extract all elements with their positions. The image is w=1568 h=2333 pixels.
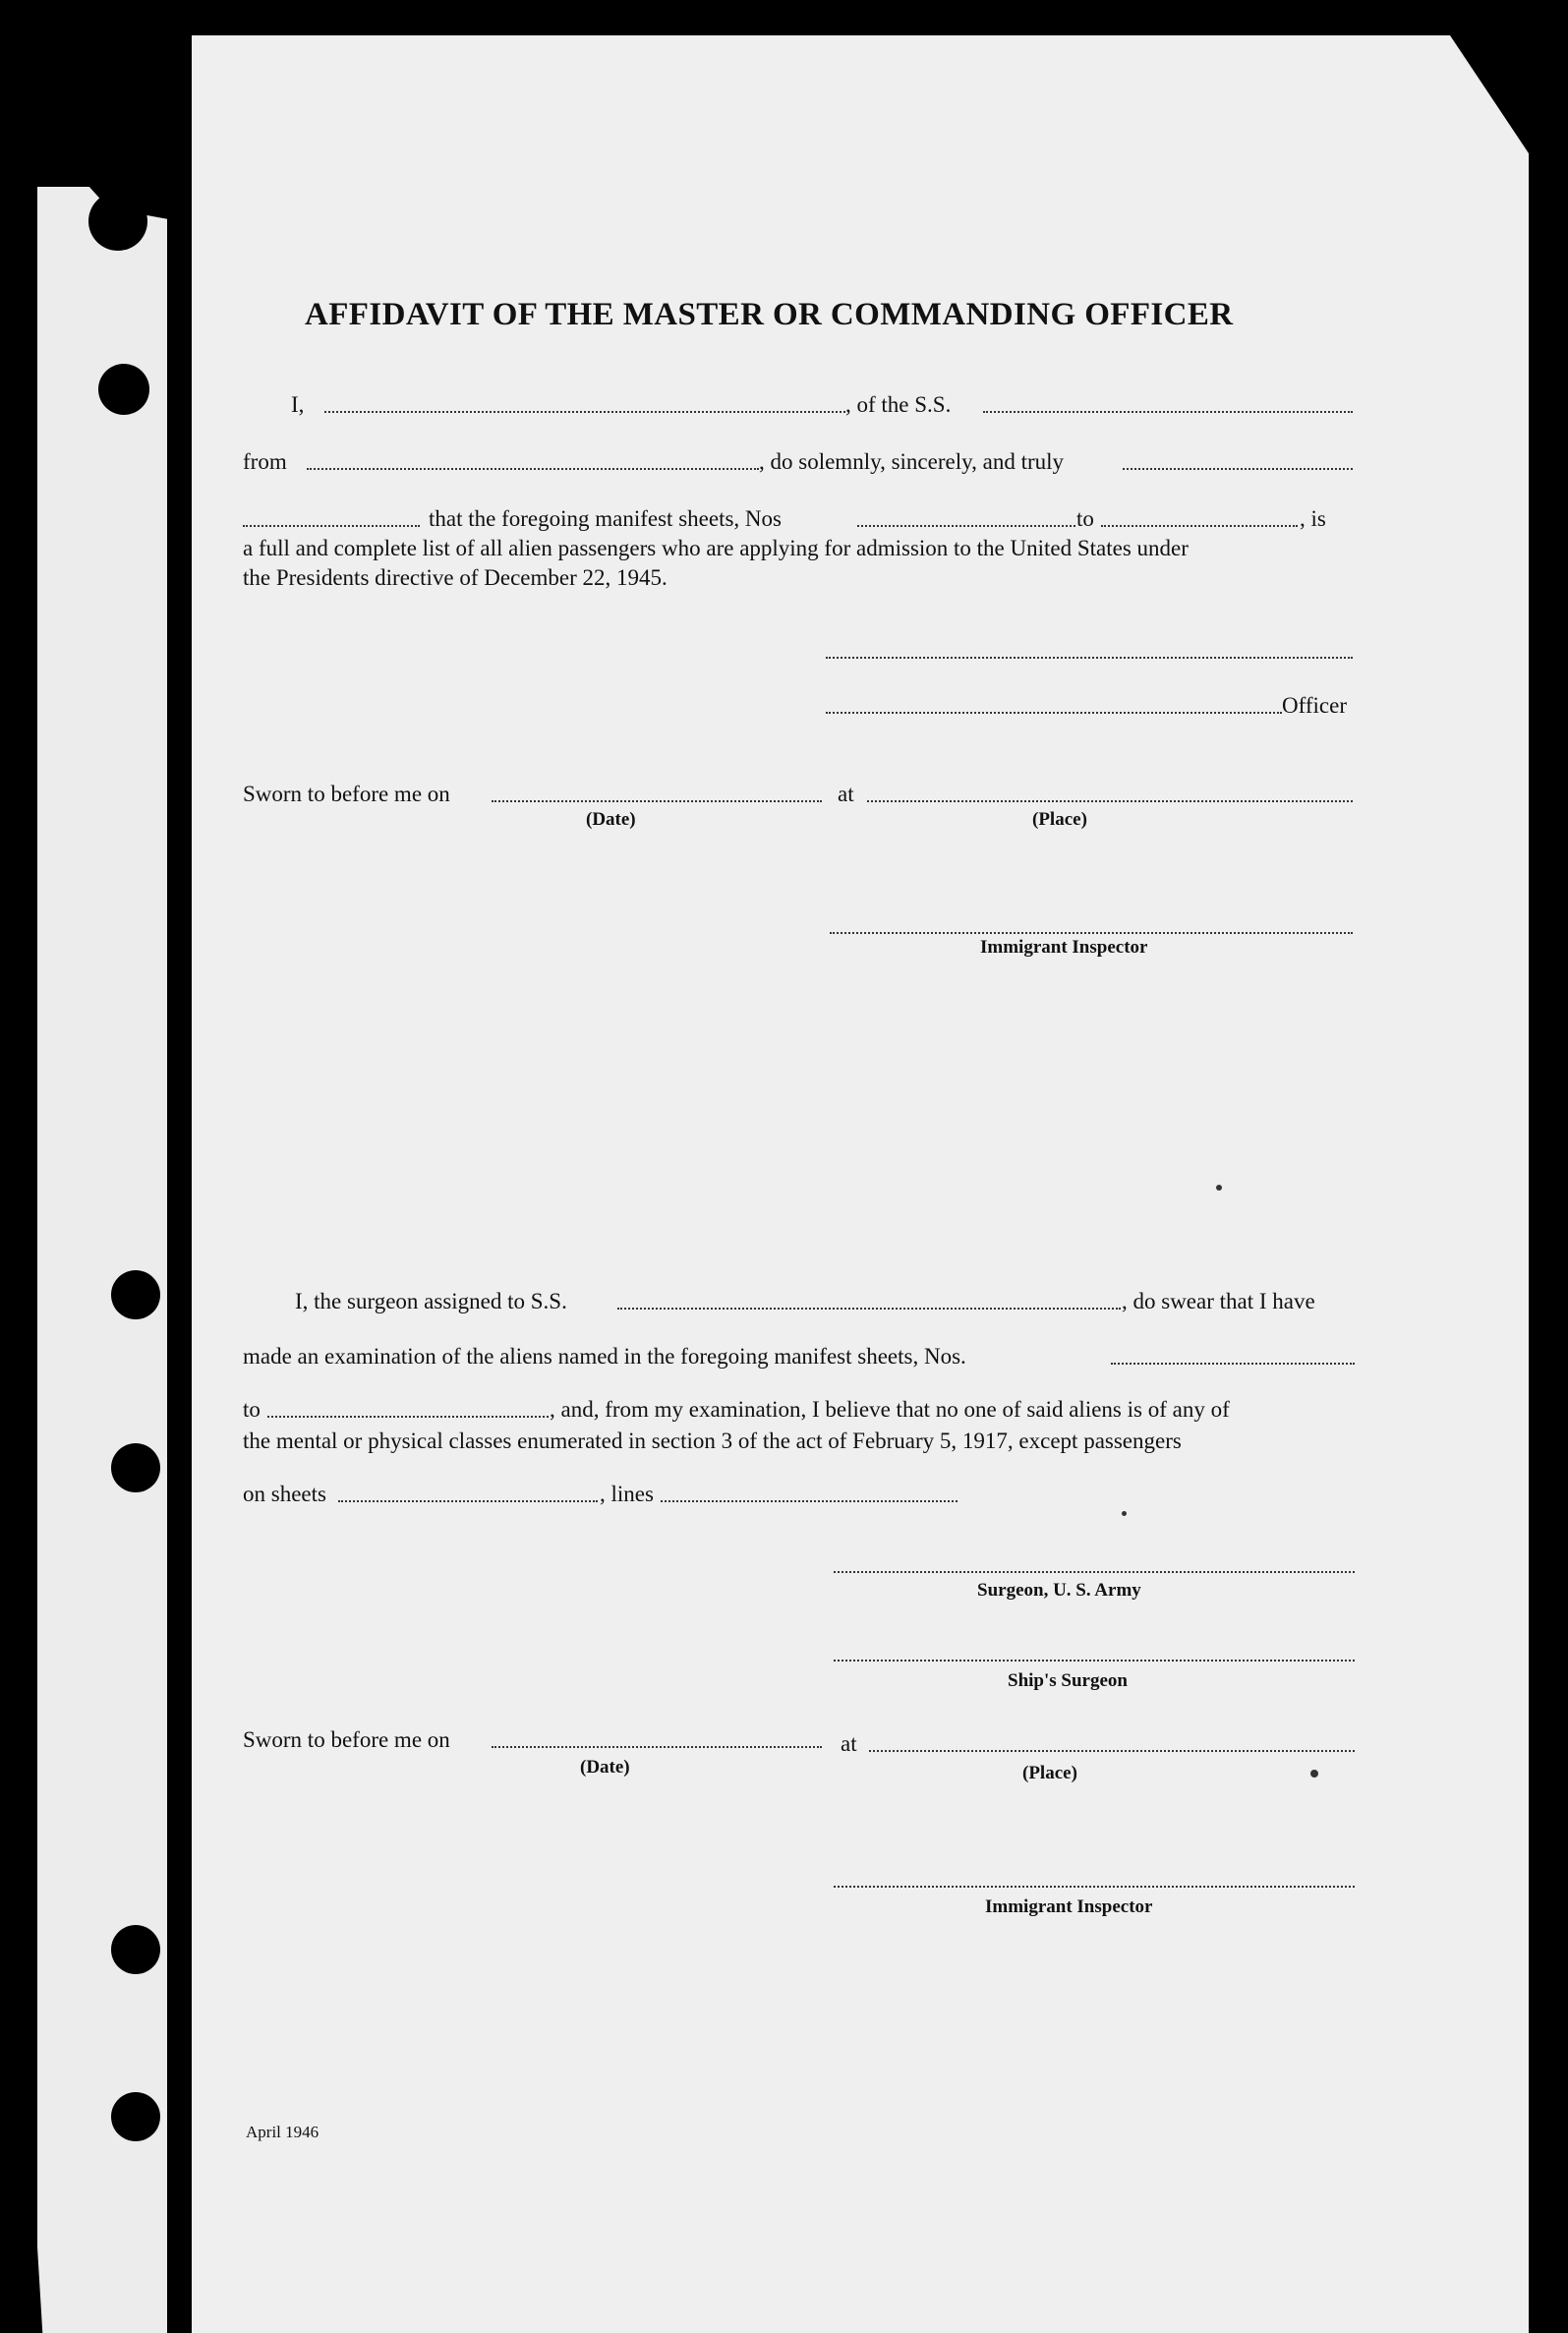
master-inspector-signature-line[interactable] [830,932,1353,934]
surgeon-inspector-signature-line[interactable] [834,1886,1355,1888]
surgeon-sworn-label: Sworn to before me on [243,1727,450,1752]
exception-lines-field[interactable] [661,1500,958,1502]
master-inspector-caption: Immigrant Inspector [980,937,1148,958]
master-place-caption: (Place) [1032,809,1087,830]
sheets-from-field[interactable] [857,525,1075,527]
master-ss-label: , of the S.S. [845,392,952,417]
manifest-sheets-label: that the foregoing manifest sheets, Nos [429,506,782,531]
torn-stub-edge [37,187,167,2333]
directive-statement: the Presidents directive of December 22, 1945. [243,565,668,590]
belief-statement: , and, from my examination, I believe that no one of said aliens is of any of [550,1397,1230,1422]
punch-hole [111,1443,160,1492]
surgeon-swear-label: , do swear that I have [1122,1289,1315,1313]
examination-statement: made an examination of the aliens named in the foregoing manifest sheets, Nos. [243,1344,966,1369]
surgeon-place-caption: (Place) [1022,1763,1077,1783]
exception-sheets-field[interactable] [338,1500,598,1502]
from-port-field[interactable] [307,468,759,470]
punch-hole [111,1270,160,1319]
torn-notch [88,192,147,251]
officer-signature-line[interactable] [826,657,1353,659]
ink-speck [1216,1185,1222,1191]
master-at-label: at [838,782,854,806]
form-revision-date: April 1946 [246,2123,319,2141]
sheets-to-label: to [1076,506,1094,531]
ink-speck [1122,1511,1127,1516]
lines-label: , lines [600,1482,654,1506]
surgeon-sworn-place-field[interactable] [869,1750,1355,1752]
ink-speck [1310,1770,1318,1778]
master-i-label: I, [291,392,305,417]
surgeon-sheets-to-field[interactable] [267,1416,549,1418]
punch-hole [98,364,149,415]
classes-statement: the mental or physical classes enumerated in section 3 of the act of February 5, 1917, except passengers [243,1429,1182,1453]
ship-name-field[interactable] [983,411,1353,413]
surgeon-sworn-date-field[interactable] [492,1746,822,1748]
form-page [192,35,1529,2333]
master-name-field[interactable] [324,411,845,413]
punch-hole [111,1925,160,1974]
on-sheets-label: on sheets [243,1482,326,1506]
list-statement: a full and complete list of all alien passengers who are applying for admission to the United States under [243,536,1189,560]
ship-surgeon-signature-line[interactable] [834,1660,1355,1662]
surgeon-at-label: at [841,1731,857,1756]
form-title: AFFIDAVIT OF THE MASTER OR COMMANDING OFFICER [305,297,1234,332]
army-surgeon-signature-line[interactable] [834,1571,1355,1573]
oath-field[interactable] [1123,468,1353,470]
master-sworn-place-field[interactable] [867,800,1353,802]
master-sworn-label: Sworn to before me on [243,782,450,806]
from-label: from [243,449,287,474]
master-date-caption: (Date) [586,809,636,830]
surgeon-date-caption: (Date) [580,1757,630,1778]
officer-label: Officer [1282,693,1347,718]
army-surgeon-caption: Surgeon, U. S. Army [977,1580,1141,1601]
solemnly-label: , do solemnly, sincerely, and truly [759,449,1065,474]
sheets-to-field[interactable] [1101,525,1298,527]
surgeon-intro: I, the surgeon assigned to S.S. [295,1289,567,1313]
master-sworn-date-field[interactable] [492,800,822,802]
punch-hole [111,2092,160,2141]
surgeon-ship-field[interactable] [617,1308,1121,1310]
officer-title-line[interactable] [826,712,1282,714]
surgeon-sheets-field[interactable] [1111,1363,1355,1365]
surgeon-inspector-caption: Immigrant Inspector [985,1896,1153,1917]
oath-word-field[interactable] [243,525,420,527]
surgeon-to-label: to [243,1397,261,1422]
is-label: , is [1300,506,1326,531]
ship-surgeon-caption: Ship's Surgeon [1008,1670,1128,1691]
